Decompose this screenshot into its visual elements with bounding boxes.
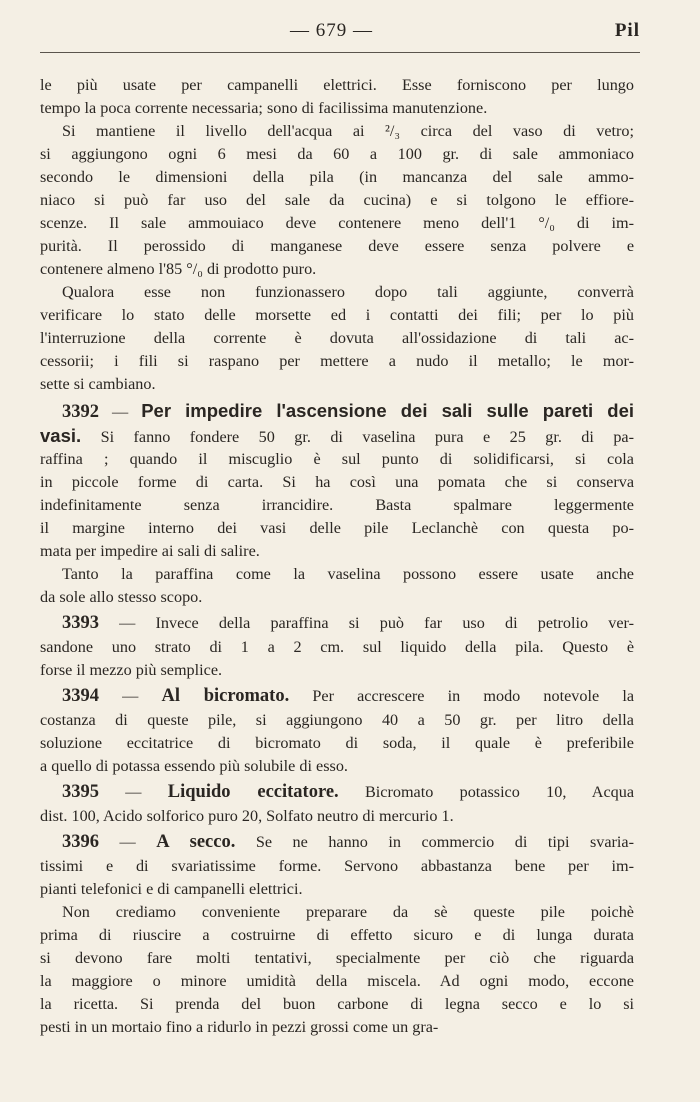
line-text: niaco si può far uso del sale da cucina) e si tolgono le effiore- [40, 191, 634, 209]
text-line [40, 212, 634, 235]
line-text: soluzione eccitatrice di bicromato di soda, il quale è preferibile [40, 734, 634, 752]
text-line [40, 281, 634, 304]
text-line [40, 235, 634, 258]
text-line [40, 120, 634, 143]
text-line [40, 878, 634, 901]
text-line [40, 805, 634, 828]
line-text: il margine interno dei vasi delle pile Leclanchè con questa po- [40, 519, 634, 537]
text-line [40, 970, 634, 993]
text-line [40, 373, 634, 396]
line-text: da sole allo stesso scopo. [40, 588, 203, 606]
line-text: sandone uno strato di 1 a 2 cm. sul liquido della pila. Questo è [40, 638, 634, 656]
entry-number: 3394 [62, 686, 99, 706]
entry-separator: — [99, 403, 142, 421]
entry-heading: Per impedire l'ascensione dei sali sulle pareti dei [141, 400, 634, 421]
entry-number: 3393 [62, 613, 99, 633]
line-text: cessorii; i fili si raspano per mettere a nudo il metallo; le mor- [40, 352, 634, 370]
line-text: Non crediamo conveniente preparare da sè queste pile poichè [62, 903, 634, 921]
text-line [40, 448, 634, 471]
page-header [40, 20, 640, 46]
line-text: contenere almeno l'85 °/₀ di prodotto puro. [40, 260, 317, 278]
line-text: in piccole forme di carta. Si ha così una pomata che si conserva [40, 473, 634, 491]
entry-line [40, 611, 634, 636]
entry-number: 3395 [62, 782, 99, 802]
text-line [40, 143, 634, 166]
line-text: mata per impedire ai sali di salire. [40, 542, 260, 560]
line-text: Si fanno fondere 50 gr. di vaselina pura e 25 gr. di pa- [81, 428, 634, 446]
text-line [40, 517, 634, 540]
entry-number: 3392 [62, 402, 99, 422]
text-line [40, 563, 634, 586]
text-line [40, 636, 634, 659]
text-line [40, 855, 634, 878]
entry-heading: A secco. [156, 832, 236, 852]
line-text: Bicromato potassico 10, Acqua [338, 783, 634, 801]
line-text: le più usate per campanelli elettrici. Esse forniscono per lungo [40, 76, 634, 94]
line-text: indefinitamente senza irrancidire. Basta spalmare leggermente [40, 496, 634, 514]
line-text: tempo la poca corrente necessaria; sono di facilissima manutenzione. [40, 99, 488, 117]
entry-number: 3396 [62, 832, 99, 852]
text-line [40, 540, 634, 563]
text-line [40, 1016, 634, 1039]
line-text: pesti in un mortaio fino a ridurlo in pezzi grossi come un gra- [40, 1018, 439, 1036]
text-line [40, 993, 634, 1016]
line-text: si devono fare molti tentativi, specialmente per ciò che riguarda [40, 949, 634, 967]
text-line [40, 471, 634, 494]
line-text: Se ne hanno in commercio di tipi svaria- [235, 833, 634, 851]
line-text: sette si cambiano. [40, 375, 156, 393]
text-line [40, 901, 634, 924]
text-line [40, 659, 634, 682]
page-number: — 679 — [290, 20, 373, 41]
text-line [40, 327, 634, 350]
text-line [40, 755, 634, 778]
line-text: la maggiore o minore umidità della miscela. Ad ogni modo, eccone [40, 972, 634, 990]
entry-heading: Liquido eccitatore. [167, 782, 339, 802]
line-text: si aggiungono ogni 6 mesi da 60 a 100 gr. di sale ammoniaco [40, 145, 634, 163]
text-line [40, 74, 634, 97]
text-line [40, 97, 634, 120]
line-text: purità. Il perossido di manganese deve essere senza polvere e [40, 237, 634, 255]
entry-separator: — [99, 687, 162, 705]
text-line [40, 732, 634, 755]
entry-line [40, 830, 634, 855]
entry-separator: — [99, 783, 168, 801]
line-text: Qualora esse non funzionassero dopo tali aggiunte, converrà [62, 283, 634, 301]
line-text: — Invece della paraffina si può far uso di petrolio ver- [99, 614, 634, 632]
line-text: Si mantiene il livello dell'acqua ai ²/₃ circa del vaso di vetro; [62, 122, 634, 140]
entry-line [40, 780, 634, 805]
line-text: raffina ; quando il miscuglio è sul punto di solidificarsi, si cola [40, 450, 634, 468]
text-line [40, 586, 634, 609]
text-line [40, 494, 634, 517]
line-text: prima di riuscire a costruirne di effetto sicuro e di lunga durata [40, 926, 634, 944]
header-rule [40, 52, 640, 53]
text-line [40, 924, 634, 947]
entry-line [40, 684, 634, 709]
text-line [40, 189, 634, 212]
line-text: Per accrescere in modo notevole la [289, 687, 634, 705]
line-text: Tanto la paraffina come la vaselina possono essere usate anche [62, 565, 634, 583]
line-text: tissimi e di svariatissime forme. Servono abbastanza bene per im- [40, 857, 634, 875]
line-text: costanza di queste pile, si aggiungono 40 a 50 gr. per litro della [40, 711, 634, 729]
line-text: la ricetta. Si prenda del buon carbone di legna secco e lo si [40, 995, 634, 1013]
line-text: secondo le dimensioni della pila (in mancanza del sale ammo- [40, 168, 634, 186]
text-line [40, 350, 634, 373]
text-line [40, 166, 634, 189]
text-line [40, 304, 634, 327]
line-text: a quello di potassa essendo più solubile di esso. [40, 757, 348, 775]
entry-separator: — [99, 833, 157, 851]
running-head: Pil [614, 20, 640, 41]
line-text: pianti telefonici e di campanelli elettrici. [40, 880, 303, 898]
entry-line [40, 398, 634, 423]
line-text: scenze. Il sale ammouiaco deve contenere meno dell'1 °/₀ di im- [40, 214, 634, 232]
line-text: dist. 100, Acido solforico puro 20, Solfato neutro di mercurio 1. [40, 807, 454, 825]
line-text: verificare lo stato delle morsette ed i contatti dei fili; per lo più [40, 306, 634, 324]
line-text: l'interruzione della corrente è dovuta all'ossidazione di tali ac- [40, 329, 634, 347]
entry-heading: vasi. [40, 425, 82, 446]
line-text: forse il mezzo più semplice. [40, 661, 223, 679]
text-line [40, 947, 634, 970]
entry-heading: Al bicromato. [161, 686, 290, 706]
text-line [40, 258, 634, 281]
text-line [40, 423, 634, 448]
body-text [40, 74, 634, 1039]
text-line [40, 709, 634, 732]
